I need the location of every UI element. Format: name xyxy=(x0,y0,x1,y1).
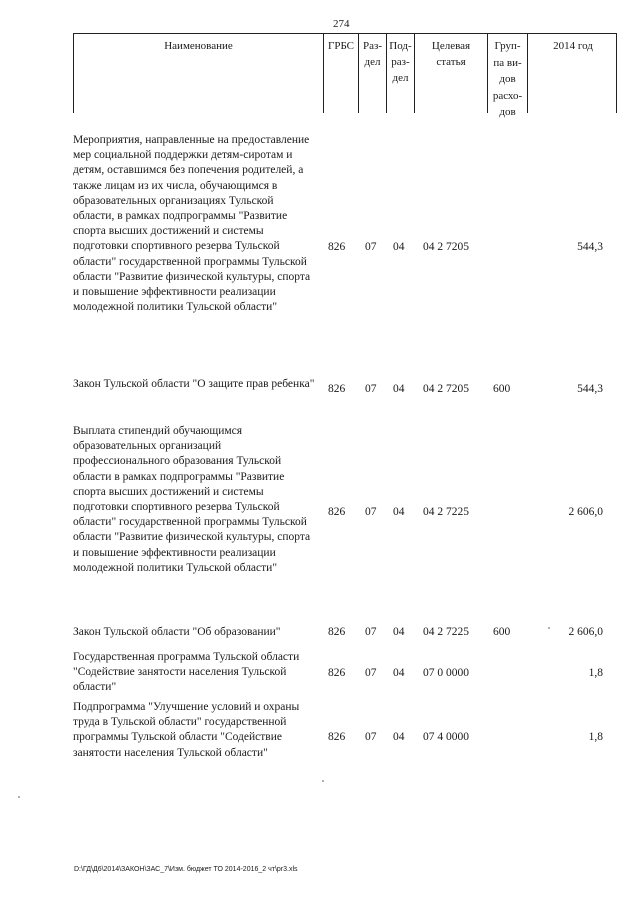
row-name: Закон Тульской области "О защите прав ребенка" xyxy=(73,378,315,390)
row-grbs: 826 xyxy=(328,667,346,679)
row-razdel: 07 xyxy=(365,241,377,253)
scan-speck xyxy=(322,780,324,782)
header-razdel: Раз- дел xyxy=(362,40,382,68)
file-path-footer: D:\ГД\Д6\2014\ЗАКОН\ЗАС_7\Изм. бюджет ТО 2014-2016_2 чт\рr3.xls xyxy=(74,866,298,873)
row-target-article: 04 2 7205 xyxy=(423,383,469,395)
row-razdel: 07 xyxy=(365,506,377,518)
row-razdel: 07 xyxy=(365,383,377,395)
row-amount: 544,3 xyxy=(577,383,603,395)
row-expense-group: 600 xyxy=(493,383,511,395)
header-grbs: ГРБС xyxy=(327,40,355,52)
row-amount: 1,8 xyxy=(588,731,603,743)
row-grbs: 826 xyxy=(328,626,346,638)
row-name: Подпрограмма "Улучшение условий и охраны труда в Тульской области" государственной программы Тульской области "Содействие занятости населения Тульской области" xyxy=(73,701,300,759)
row-grbs: 826 xyxy=(328,383,346,395)
row-amount: 544,3 xyxy=(577,241,603,253)
header-expense-group: Груп- па ви- дов расхо- дов xyxy=(492,40,523,118)
row-podrazdel: 04 xyxy=(393,626,405,638)
row-target-article: 04 2 7225 xyxy=(423,506,469,518)
row-podrazdel: 04 xyxy=(393,731,405,743)
row-razdel: 07 xyxy=(365,667,377,679)
row-razdel: 07 xyxy=(365,626,377,638)
header-name: Наименование xyxy=(164,40,233,52)
row-amount: 2 606,0 xyxy=(568,626,603,638)
header-podrazdel: Под- раз- дел xyxy=(389,40,412,84)
row-grbs: 826 xyxy=(328,731,346,743)
row-target-article: 04 2 7205 xyxy=(423,241,469,253)
header-target-article: Целевая статья xyxy=(431,40,471,68)
row-razdel: 07 xyxy=(365,731,377,743)
row-name: Государственная программа Тульской области "Содействие занятости населения Тульской области" xyxy=(73,651,300,694)
row-target-article: 04 2 7225 xyxy=(423,626,469,638)
table-header xyxy=(73,33,617,118)
scan-speck xyxy=(548,627,550,629)
row-grbs: 826 xyxy=(328,506,346,518)
row-target-article: 07 0 0000 xyxy=(423,667,469,679)
row-target-article: 07 4 0000 xyxy=(423,731,469,743)
row-name: Мероприятия, направленные на предоставление мер социальной поддержки детям-сиротам и детям, оставшимся без попечения родителей, а также лицам из их числа, обучающимся в образовательных организациях Тульской области, в рамках подпрограммы "Развитие спорта высших достижений и системы подготовки спортивного резерва Тульской области" государственной программы Тульской области "Развитие физической культуры, спорта и повышение эффективности реализации молодежной политики Тульской области" xyxy=(73,134,311,314)
row-podrazdel: 04 xyxy=(393,667,405,679)
page-number: 274 xyxy=(333,18,350,30)
row-name: Выплата стипендий обучающимся образовательных организаций профессионального образования Тульской области в рамках подпрограммы "Развитие спорта высших достижений и системы подготовки спортивного резерва Тульской области" государственной программы Тульской области "Развитие физической культуры, спорта и повышение эффективности реализации молодежной политики Тульской области" xyxy=(73,425,311,574)
row-podrazdel: 04 xyxy=(393,241,405,253)
row-podrazdel: 04 xyxy=(393,506,405,518)
row-amount: 2 606,0 xyxy=(568,506,603,518)
row-grbs: 826 xyxy=(328,241,346,253)
row-amount: 1,8 xyxy=(588,667,603,679)
header-year: 2014 год xyxy=(553,40,593,52)
row-podrazdel: 04 xyxy=(393,383,405,395)
row-name: Закон Тульской области "Об образовании" xyxy=(73,626,281,638)
row-expense-group: 600 xyxy=(493,626,511,638)
scan-speck xyxy=(18,796,20,798)
